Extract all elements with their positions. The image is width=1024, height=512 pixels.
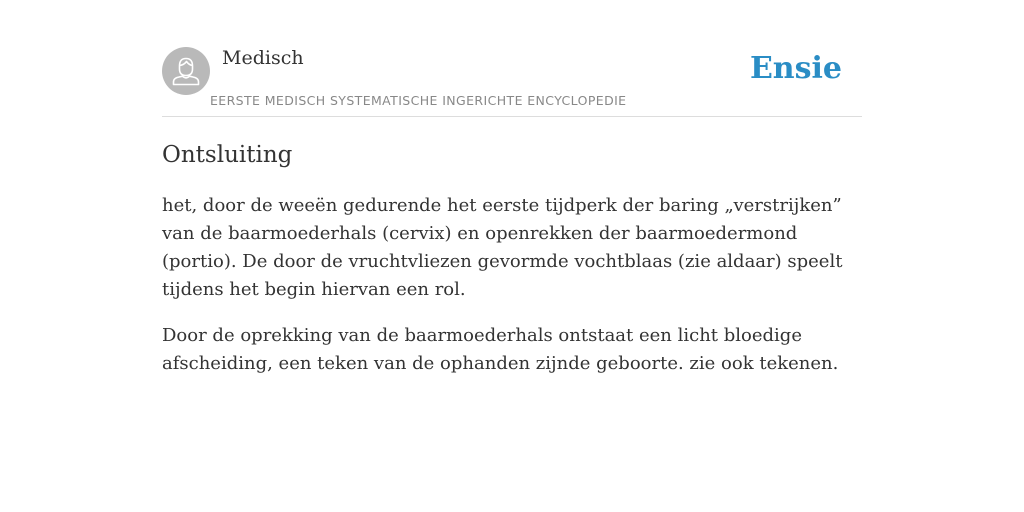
avatar[interactable] — [162, 47, 210, 95]
definition-paragraph: Door de oprekking van de baarmoederhals ontstaat een licht bloedige afscheiding, een teken van de ophanden zijnde geboorte. zie ook tekenen. — [162, 325, 839, 374]
definition-paragraph: het, door de weeën gedurende het eerste tijdperk der baring „verstrijken” van de baarmoederhals (cervix) en openrekken der baarmoedermond (portio). De door de vruchtvliezen gevormde vochtblaas (zie aldaar) speelt tijdens het begin hiervan een rol. — [162, 195, 843, 300]
source-subtitle: EERSTE MEDISCH SYSTEMATISCHE INGERICHTE ENCYCLOPEDIE — [210, 93, 627, 108]
source-name[interactable]: Medisch — [222, 47, 304, 69]
source-header — [162, 40, 862, 117]
user-icon — [162, 47, 210, 95]
entry-definition — [162, 192, 862, 396]
entry-title: Ontsluiting — [162, 142, 293, 168]
ensie-logo[interactable]: Ensie — [749, 51, 842, 86]
